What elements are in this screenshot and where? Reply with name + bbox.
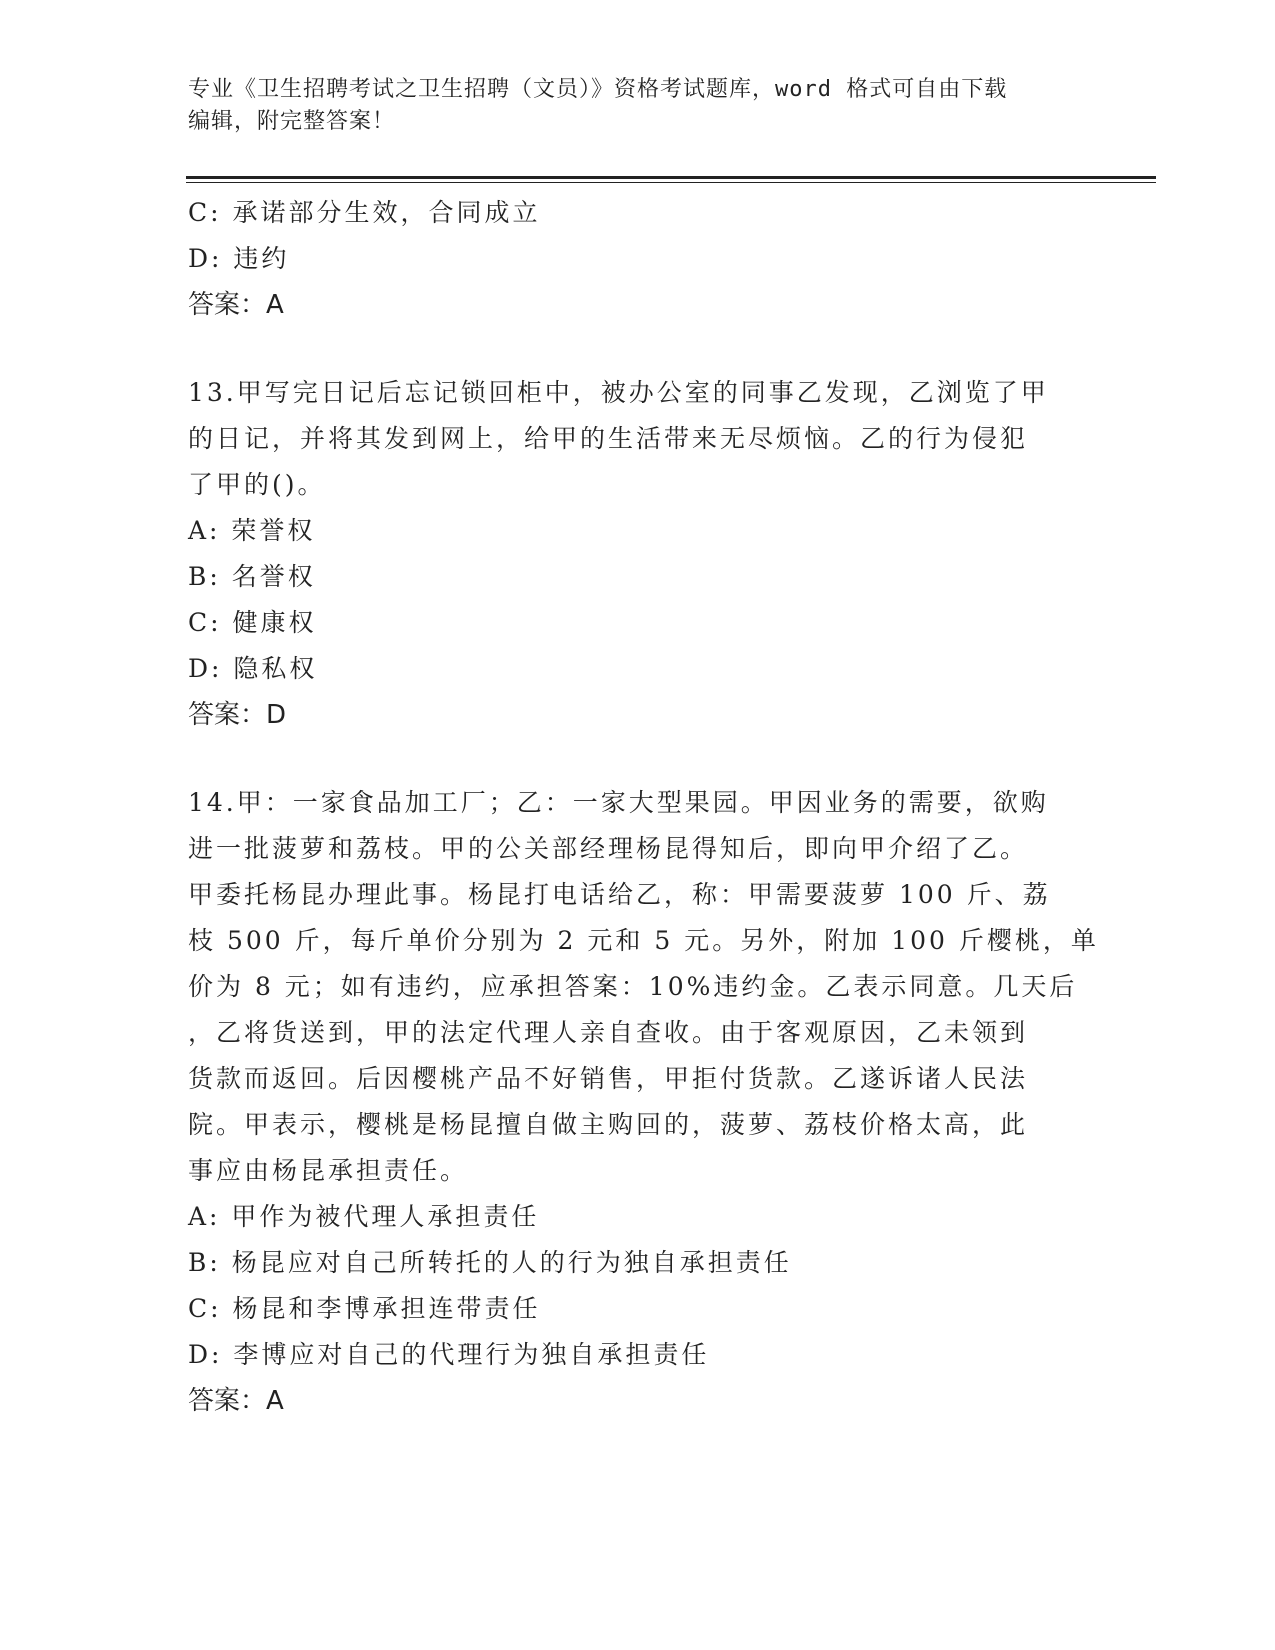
q13-answer: 答案：D bbox=[188, 700, 287, 730]
document-header bbox=[188, 74, 1088, 138]
q14-stem-line: 院。甲表示，樱桃是杨昆擅自做主购回的，菠萝、荔枝价格太高，此 bbox=[188, 1110, 1029, 1139]
question-12-tail bbox=[188, 190, 1088, 328]
q14-stem-line: 枝 500 斤，每斤单价分别为 2 元和 5 元。另外，附加 100 斤樱桃，单 bbox=[188, 926, 1099, 955]
q13-stem-line: 了甲的()。 bbox=[188, 470, 326, 499]
q13-stem bbox=[188, 370, 1088, 508]
document-body bbox=[188, 190, 1099, 1424]
q14-option-b: B: 杨昆应对自己所转托的人的行为独自承担责任 bbox=[188, 1248, 792, 1277]
q14-stem-line: 14.甲：一家食品加工厂；乙：一家大型果园。甲因业务的需要，欲购 bbox=[188, 788, 1049, 817]
q13-stem-line: 的日记，并将其发到网上，给甲的生活带来无尽烦恼。乙的行为侵犯 bbox=[188, 424, 1029, 453]
q14-option-c: C: 杨昆和李博承担连带责任 bbox=[188, 1294, 541, 1323]
q13-option-b: B: 名誉权 bbox=[188, 562, 316, 591]
header-line-2: 编辑，附完整答案！ bbox=[188, 109, 396, 134]
q14-stem-line: 进一批菠萝和荔枝。甲的公关部经理杨昆得知后，即向甲介绍了乙。 bbox=[188, 834, 1029, 863]
header-line-1: 专业《卫生招聘考试之卫生招聘（文员）》资格考试题库，word 格式可自由下载 bbox=[188, 77, 1008, 102]
spacer bbox=[188, 738, 1088, 780]
q14-stem-line: 价为 8 元；如有违约，应承担答案：10%违约金。乙表示同意。几天后 bbox=[188, 972, 1078, 1001]
q12-answer: 答案：A bbox=[188, 290, 284, 320]
q14-option-a: A: 甲作为被代理人承担责任 bbox=[188, 1202, 540, 1231]
question-13 bbox=[188, 370, 1088, 738]
header-divider-thin bbox=[186, 182, 1156, 183]
q14-stem-line: 甲委托杨昆办理此事。杨昆打电话给乙，称：甲需要菠萝 100 斤、荔 bbox=[188, 880, 1051, 909]
q13-option-d: D: 隐私权 bbox=[188, 654, 318, 683]
q13-option-a: A: 荣誉权 bbox=[188, 516, 316, 545]
q14-stem bbox=[188, 780, 1099, 1194]
q14-stem-line: ，乙将货送到，甲的法定代理人亲自查收。由于客观原因，乙未领到 bbox=[188, 1018, 1029, 1047]
q13-stem-line: 13.甲写完日记后忘记锁回柜中，被办公室的同事乙发现，乙浏览了甲 bbox=[188, 378, 1049, 407]
spacer bbox=[188, 328, 1088, 370]
q14-stem-line: 货款而返回。后因樱桃产品不好销售，甲拒付货款。乙遂诉诸人民法 bbox=[188, 1064, 1029, 1093]
q14-answer: 答案：A bbox=[188, 1386, 284, 1416]
q12-option-d: D: 违约 bbox=[188, 244, 290, 273]
q12-option-c: C: 承诺部分生效，合同成立 bbox=[188, 198, 541, 227]
question-14 bbox=[188, 780, 1099, 1424]
q14-stem-line: 事应由杨昆承担责任。 bbox=[188, 1156, 469, 1185]
q13-option-c: C: 健康权 bbox=[188, 608, 317, 637]
header-divider-thick bbox=[186, 176, 1156, 179]
q14-option-d: D: 李博应对自己的代理行为独自承担责任 bbox=[188, 1340, 710, 1369]
